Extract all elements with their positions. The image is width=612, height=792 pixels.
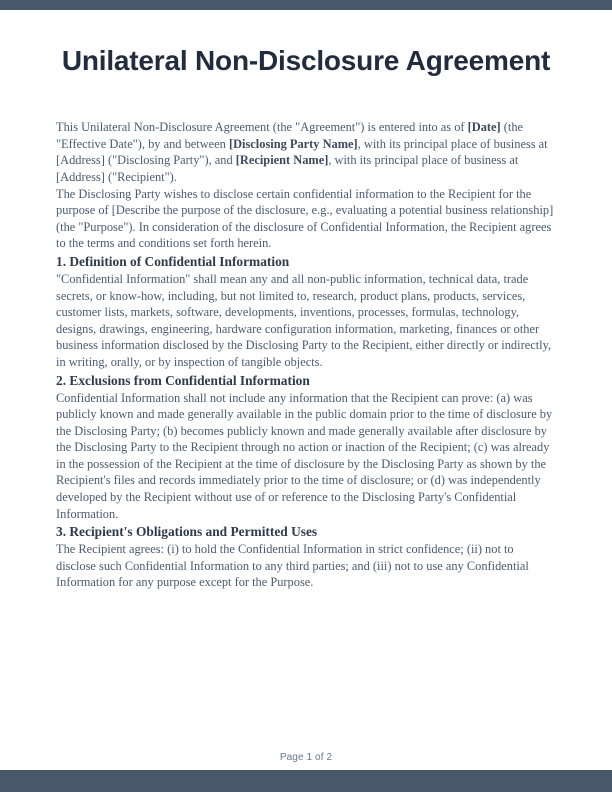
- section-body-3: The Recipient agrees: (i) to hold the Confidential Information in strict confidence; (ii) not to disclose such Confidential Information to any third parties; and (iii) not to use any Confidential Information for any purpose except for the Purpose.: [56, 542, 529, 590]
- section-body-1: "Confidential Information" shall mean any and all non-public information, technical data, trade secrets, or know-how, including, but not limited to, research, product plans, products, services, customer lists, markets, software, developments, inventions, processes, formulas, technology, designs, drawings, engineering, hardware configuration information, marketing, finances or other business information disclosed by the Disclosing Party to the Recipient, either directly or indirectly, in writing, orally, or by inspection of tangible objects.: [56, 271, 552, 369]
- page-footer: [0, 747, 612, 765]
- page-number-label: Page 1 of 2: [279, 752, 333, 763]
- document-content: [0, 10, 612, 591]
- placeholder-date: [Date]: [467, 120, 501, 135]
- section-heading-1: 1. Definition of Confidential Information: [56, 253, 290, 269]
- intro-paragraph-2: The Disclosing Party wishes to disclose certain confidential information to the Recipient for the purpose of [Describe the purpose of the disclosure, e.g., evaluating a potential business relationship] (the "Purpose"). In consideration of the disclosure of Confidential Information, the Recipient agrees to the terms and conditions set forth herein.: [56, 186, 554, 251]
- top-accent-rule: [0, 0, 612, 10]
- page-title: Unilateral Non-Disclosure Agreement: [61, 45, 551, 76]
- intro-text-1b: (the "Effective Date"), by and between: [56, 120, 524, 151]
- intro-text-1d: , with its principal place of business at [Address] ("Recipient").: [56, 153, 519, 184]
- document-body: [56, 77, 556, 591]
- section-heading-3: 3. Recipient's Obligations and Permitted Uses: [56, 524, 318, 540]
- intro-text-1c: , with its principal place of business at [Address] ("Disclosing Party"), and: [56, 136, 548, 168]
- bottom-accent-rule: [0, 770, 612, 792]
- placeholder-recipient-name: [Recipient Name]: [235, 153, 329, 168]
- section-heading-2: 2. Exclusions from Confidential Information: [56, 372, 310, 388]
- section-body-2: Confidential Information shall not include any information that the Recipient can prove: (a) was publicly known and made generally available in the public domain prior to the time of disclosure by the Disclosing Party; (b) becomes publicly known and made generally available after disclosure by the Disclosing Party to the Recipient through no action or inaction of the Recipient; (c) was already in the possession of the Recipient at the time of disclosure by the Disclosing Party as shown by the Recipient's files and records immediately prior to the time of disclosure; or (d) was independently developed by the Recipient without use of or reference to the Disclosing Party's Confidential Information.: [56, 390, 553, 521]
- intro-paragraph-1: [56, 119, 556, 185]
- intro-text-1a: This Unilateral Non-Disclosure Agreement (the "Agreement") is entered into as of: [56, 120, 468, 135]
- placeholder-disclosing-party-name: [Disclosing Party Name]: [228, 136, 358, 151]
